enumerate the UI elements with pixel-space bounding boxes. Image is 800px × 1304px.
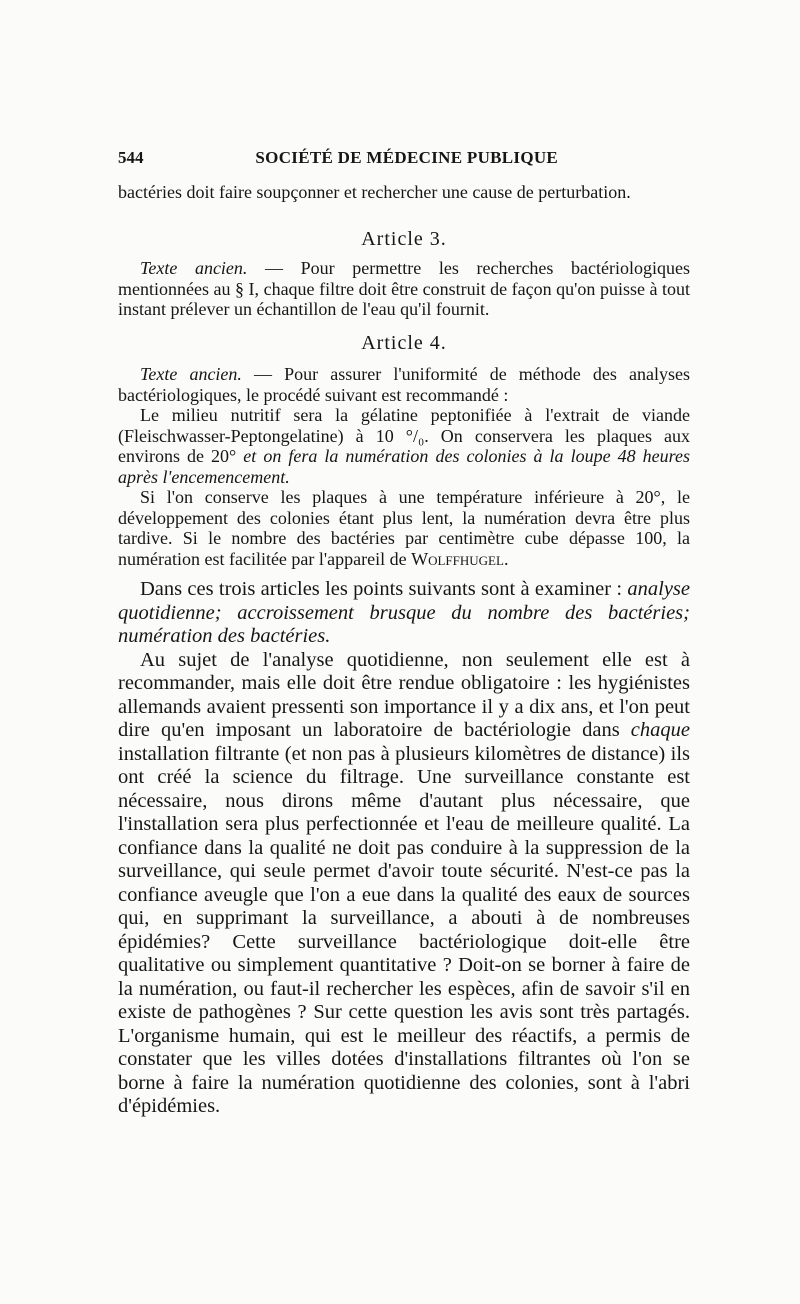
article-4-body [118, 364, 690, 569]
emphasis: chaque [630, 719, 690, 741]
page-header [118, 148, 690, 174]
paragraph-text: Dans ces trois articles les points suivants sont à examiner : [140, 578, 628, 600]
paragraph: bactéries doit faire soupçonner et rechercher une cause de perturbation. [118, 182, 631, 202]
paragraph-text: Au sujet de l'analyse quotidienne, non seulement elle est à recommander, mais elle doit être rendue obligatoire : les hygiénistes allemands avaient pressenti son importance il y a dix ans, et l'on peut dire qu'en imposant un laboratoire de bactériologie dans [118, 648, 690, 741]
paragraph [118, 487, 690, 569]
discussion-body [118, 578, 690, 1119]
paragraph [118, 405, 690, 487]
paragraph-text: Le milieu nutritif sera la gélatine peptonifiée à l'extrait de viande (Fleischwasser-Peptongelatine) à 10 °/₀. On conservera les plaques aux environs de 20° [118, 405, 690, 466]
paragraph-text: . [503, 548, 509, 569]
paragraph-text: Si l'on conserve les plaques à une température inférieure à 20°, le développement des colonies étant plus lent, la numération devra être plus tardive. Si le nombre des bactéries par centimètre cube dépasse 100, la numération est facilitée par l'appareil de [118, 487, 690, 569]
paragraph [118, 364, 690, 405]
article-4-text: — Pour assurer l'uniformité de méthode des analyses bactériologiques, le procédé suivant est recommandé : [118, 364, 690, 405]
article-3-heading: Article 3. [361, 228, 447, 250]
article-3-text: — Pour permettre les recherches bactériologiques mentionnées au § I, chaque filtre doit être construit de façon qu'on puisse à tout instant prélever un échantillon de l'eau qu'il fournit. [118, 258, 691, 319]
author-name: Wolffhugel [411, 548, 504, 569]
emphasis: et on fera la numération des colonies à la loupe 48 heures après l'encemencement. [118, 446, 690, 487]
article-4-heading: Article 4. [361, 332, 447, 354]
old-text-label: Texte ancien. [140, 258, 248, 278]
paragraph-text: installation filtrante (et non pas à plusieurs kilomètres de distance) ils ont créé la science du filtrage. Une surveillance constante est nécessaire, nous dirons même d'autant plus nécessaire, que l'installation sera plus perfectionnée et l'eau de meilleure qualité. La confiance dans la qualité ne doit pas conduire à la suppression de la surveillance, qui seule permet d'avoir toute sécurité. N'est-ce pas la confiance aveugle que l'on a eue dans la qualité des eaux de sources qui, en supprimant la surveillance, a abouti à de nombreuses épidémies? Cette surveillance bactériologique doit-elle être qualitative ou simplement quantitative ? Doit-on se borner à faire de la numération, ou faut-il rechercher les espèces, afin de savoir s'il en existe de pathogènes ? Sur cette question les avis sont très partagés. L'organisme humain, qui est le meilleur des réactifs, a permis de constater que les villes dotées d'installations filtrantes où l'on se borne à faire la numération quotidienne des colonies, sont à l'abri d'épidémies. [118, 742, 690, 1117]
continuation-paragraph [118, 182, 690, 203]
article-3-body [118, 258, 690, 320]
emphasis: analyse quotidienne; accroissement brusque du nombre des bactéries; numération des bactéries. [118, 578, 690, 647]
running-title: SOCIÉTÉ DE MÉDECINE PUBLIQUE [255, 148, 559, 167]
paragraph [118, 258, 690, 320]
paragraph [118, 578, 690, 649]
old-text-label: Texte ancien. [140, 364, 242, 384]
paragraph [118, 649, 690, 1119]
page-number: 544 [118, 148, 144, 167]
